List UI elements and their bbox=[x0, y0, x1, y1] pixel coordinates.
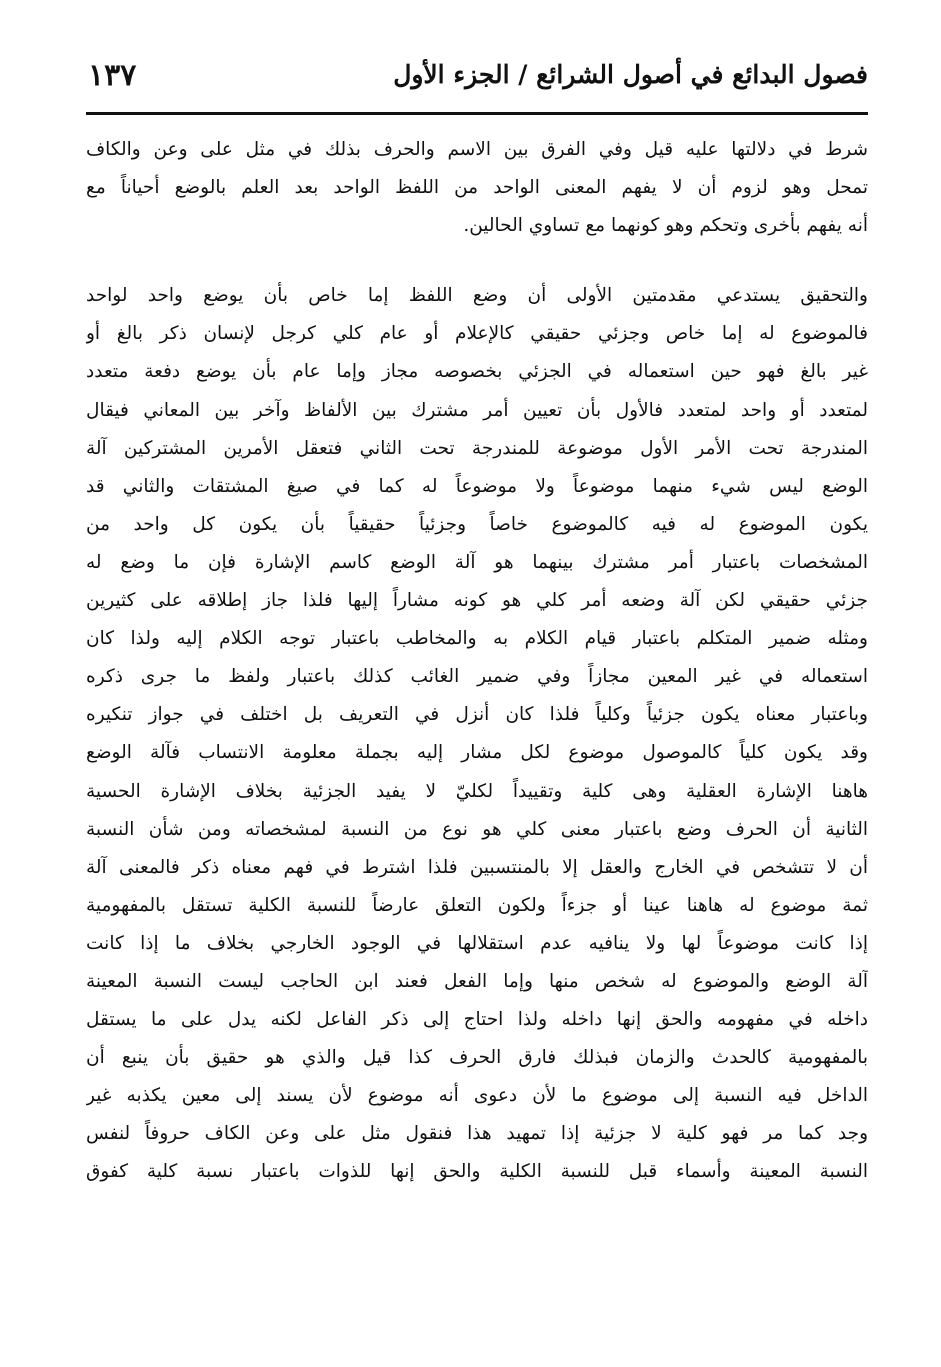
header-rule bbox=[86, 112, 868, 115]
text-line: لمتعدد أو واحد لمتعدد فالأول بأن تعيين أمر مشترك بين الألفاظ وآخر بين المعاني فيقال bbox=[86, 399, 868, 421]
text-line: ومثله ضمير المتكلم باعتبار قيام الكلام به والمخاطب باعتبار توجه الكلام إليه ولذا كان bbox=[86, 628, 868, 650]
text-line: ثمة موضوع له هاهنا عينا أو جزءاً ولكون التعلق عارضاً للنسبة الكلية تستقل بالمفهومية bbox=[86, 894, 868, 916]
text-line: والتحقيق يستدعي مقدمتين الأولى أن وضع اللفظ إما خاص بأن يوضع واحد لواحد bbox=[86, 285, 868, 307]
text-line: استعماله في غير المعين مجازاً وفي ضمير الغائب كذلك باعتبار ولفظ ما جرى ذكره bbox=[86, 666, 868, 688]
text-line: الثانية أن الحرف وضع باعتبار معنى كلي هو نوع من النسبة لمشخصاته ومن شأن النسبة bbox=[86, 818, 868, 840]
text-line: بالمفهومية كالحدث والزمان فبذلك فارق الحرف كذا قيل والذي هو حقيق بأن ينبع أن bbox=[86, 1047, 868, 1069]
text-line: غير بالغ فهو حين استعماله في الجزئي بخصوصه مجاز وإما عام بأن يوضع دفعة متعدد bbox=[86, 361, 868, 383]
text-line: جزئي حقيقي لكن آلة وضعه أمر كلي هو كونه مشاراً إليها فلذا جاز إطلاقه على كثيرين bbox=[86, 590, 868, 612]
text-line: داخله في مفهومه والحق إنها داخله ولذا احتاج إلى ذكر الفاعل لكنه يدل على ما يستقل bbox=[86, 1009, 868, 1031]
text-line: المشخصات باعتبار أمر مشترك بينهما هو آلة الوضع كاسم الإشارة فإن ما وضع له bbox=[86, 551, 868, 573]
text-line: وقد يكون كلياً كالموصول موضوع لكل مشار إليه بجملة معلومة الانتساب فآلة الوضع bbox=[86, 742, 868, 764]
text-line: آلة الوضع والموضوع له شخص منها وإما الفعل فعند ابن الحاجب ليست النسبة المعينة bbox=[86, 970, 868, 992]
text-line: المندرجة تحت الأمر الأول موضوعة للمندرجة تحت الثاني فتعقل الأمرين المشتركين آلة bbox=[86, 437, 868, 459]
text-line: أنه يفهم بأخرى وتحكم وهو كونهما مع تساوي الحالين. bbox=[463, 215, 868, 237]
text-line: هاهنا الإشارة العقلية وهى كلية وتقييداً لكليّ لا يفيد الجزئية بخلاف الإشارة الحسية bbox=[86, 780, 868, 802]
paragraph-2 bbox=[86, 277, 868, 1191]
text-line: النسبة المعينة وأسماء قبل للنسبة الكلية والحق إنها للذوات باعتبار نسبة كلية كفوق bbox=[86, 1161, 868, 1183]
text-line: شرط في دلالتها عليه قيل وفي الفرق بين الاسم والحرف بذلك في مثل على وعن والكاف bbox=[86, 139, 868, 160]
page-number: ١٣٧ bbox=[88, 58, 137, 93]
text-line: يكون الموضوع له فيه كالموضوع خاصاً وجزئياً حقيقياً بأن يكون كل واحد من bbox=[86, 513, 868, 535]
text-line: الوضع ليس شيء منهما موضوعاً ولا موضوعاً له كما في صيغ المشتقات والثاني قد bbox=[86, 475, 868, 497]
paragraph-1 bbox=[86, 131, 868, 245]
book-page bbox=[86, 58, 868, 1192]
text-line: وجد كما مر فهو كلية لا جزئية إذا تمهيد هذا فنقول مثل على وعن الكاف حروفاً لنفس bbox=[86, 1123, 868, 1145]
text-line: وباعتبار معناه يكون جزئياً وكلياً فلذا كان أنزل في التعريف بل اختلف في جواز تنكيره bbox=[86, 704, 868, 726]
text-line: فالموضوع له إما خاص وجزئي حقيقي كالإعلام أو عام كلي كرجل لإنسان ذكر بالغ أو bbox=[86, 323, 868, 345]
text-line: تمحل وهو لزوم أن لا يفهم المعنى الواحد من اللفظ الواحد بعد العلم بالوضع أحياناً مع bbox=[86, 177, 868, 199]
body-text bbox=[86, 131, 868, 1192]
page-header bbox=[86, 58, 868, 104]
text-line: الداخل فيه النسبة إلى موضوع ما لأن دعوى أنه موضوع لأن يسند إلى معين يكذبه غير bbox=[86, 1085, 868, 1107]
text-line: إذا كانت موضوعاً لها ولا ينافيه عدم استقلالها في الوجود الخارجي بخلاف ما إذا كانت bbox=[86, 932, 868, 954]
running-title: فصول البدائع في أصول الشرائع / الجزء الأول bbox=[393, 60, 868, 89]
text-line: أن لا تتشخص في الخارج والعقل إلا بالمنتسبين فلذا اشترط في فهم معناه ذكر فالمعنى آلة bbox=[86, 856, 868, 878]
